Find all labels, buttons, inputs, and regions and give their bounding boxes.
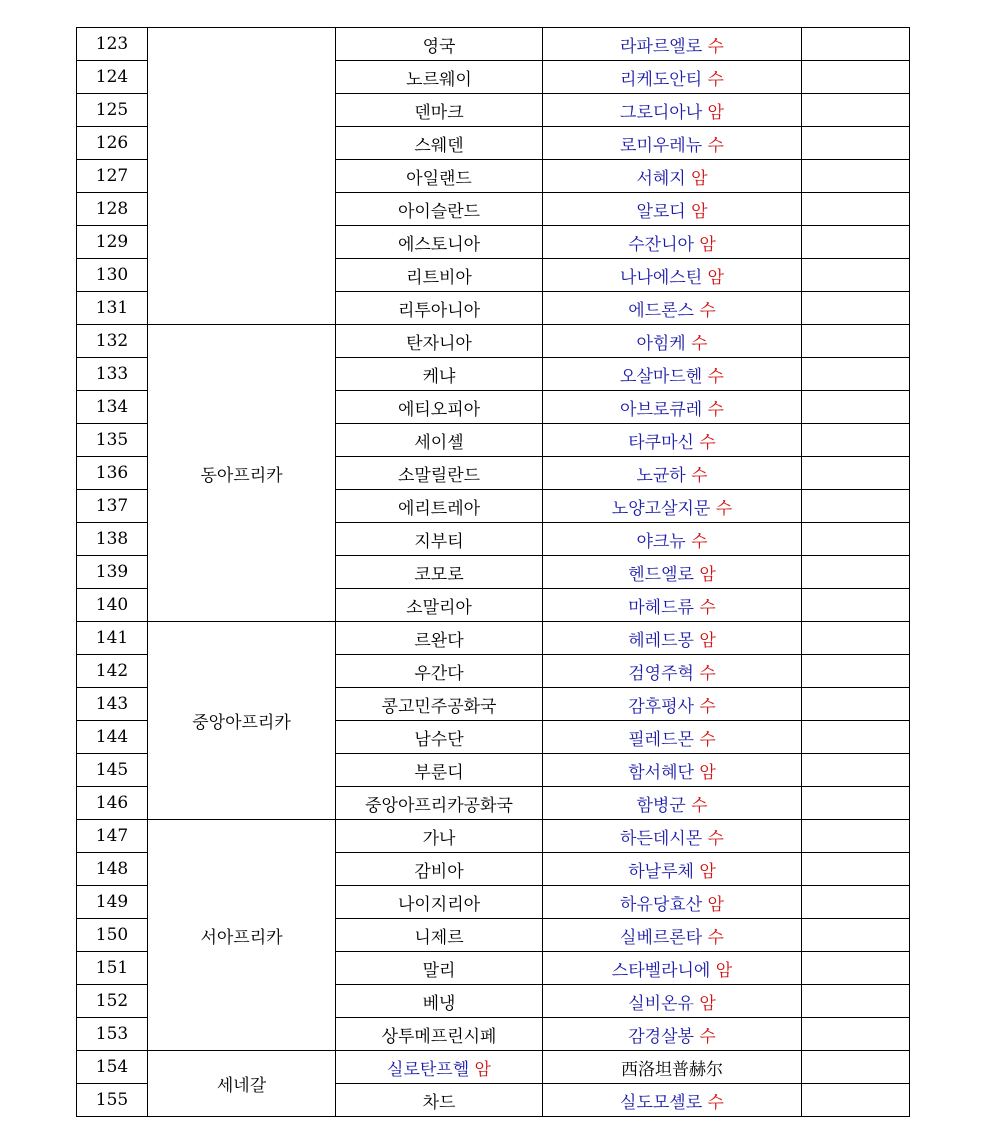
country-cell: 차드	[336, 1084, 543, 1117]
empty-cell	[802, 325, 910, 358]
empty-cell	[802, 160, 910, 193]
empty-cell	[802, 127, 910, 160]
empty-cell	[802, 94, 910, 127]
country-cell: 노르웨이	[336, 61, 543, 94]
country-cell: 케냐	[336, 358, 543, 391]
gender-marker: 수	[707, 135, 724, 156]
empty-cell	[802, 787, 910, 820]
table-row	[77, 622, 910, 655]
name-label: 함병군	[636, 795, 686, 816]
gender-marker: 암	[715, 960, 733, 981]
row-number-cell: 137	[77, 490, 148, 523]
empty-cell	[802, 721, 910, 754]
name-cell	[543, 853, 802, 886]
gender-marker: 수	[699, 300, 716, 321]
row-number-cell: 154	[77, 1051, 148, 1084]
empty-cell	[802, 622, 910, 655]
name-cell	[543, 886, 802, 919]
name-label: 에드론스	[628, 300, 694, 321]
country-cell: 아이슬란드	[336, 193, 543, 226]
country-cell: 스웨덴	[336, 127, 543, 160]
row-number-cell: 150	[77, 919, 148, 952]
name-cell	[543, 622, 802, 655]
gender-marker: 암	[699, 861, 716, 882]
name-label: 라파르엘로	[620, 36, 703, 57]
name-label: 알로디	[636, 201, 686, 222]
empty-cell	[802, 589, 910, 622]
region-cell: 동아프리카	[148, 325, 336, 622]
name-label: 하날루체	[628, 861, 694, 882]
table-row	[77, 28, 910, 61]
region-cell: 세네갈	[148, 1051, 336, 1117]
empty-cell	[802, 886, 910, 919]
row-number-cell: 155	[77, 1084, 148, 1117]
name-label: 마헤드류	[628, 597, 694, 618]
name-cell	[543, 556, 802, 589]
country-cell: 중앙아프리카공화국	[336, 787, 543, 820]
empty-cell	[802, 424, 910, 457]
name-cell	[543, 985, 802, 1018]
row-number-cell: 133	[77, 358, 148, 391]
country-name-table	[76, 27, 910, 1117]
country-cell: 덴마크	[336, 94, 543, 127]
row-number-cell: 123	[77, 28, 148, 61]
name-cell	[543, 655, 802, 688]
country-cell: 부룬디	[336, 754, 543, 787]
name-label: 헤레드몽	[628, 630, 694, 651]
row-number-cell: 130	[77, 259, 148, 292]
country-cell: 베냉	[336, 985, 543, 1018]
empty-cell	[802, 688, 910, 721]
gender-marker: 수	[707, 399, 724, 420]
gender-marker: 수	[707, 828, 724, 849]
country-name-label: 실로탄프헬	[387, 1059, 470, 1080]
name-cell	[543, 919, 802, 952]
region-cell: 중앙아프리카	[148, 622, 336, 820]
gender-marker: 수	[691, 465, 708, 486]
country-cell: 콩고민주공화국	[336, 688, 543, 721]
empty-cell	[802, 61, 910, 94]
name-label: 함서혜단	[628, 762, 694, 783]
gender-marker: 암	[699, 234, 716, 255]
name-cell	[543, 391, 802, 424]
empty-cell	[802, 292, 910, 325]
country-cell: 코모로	[336, 556, 543, 589]
name-label: 실베르론타	[620, 927, 703, 948]
row-number-cell: 153	[77, 1018, 148, 1051]
empty-cell	[802, 457, 910, 490]
empty-cell	[802, 754, 910, 787]
name-label: 타쿠마신	[628, 432, 694, 453]
row-number-cell: 135	[77, 424, 148, 457]
gender-marker: 수	[691, 531, 708, 552]
gender-marker: 수	[691, 795, 708, 816]
country-cell: 지부티	[336, 523, 543, 556]
table-row	[77, 820, 910, 853]
country-cell: 에티오피아	[336, 391, 543, 424]
gender-marker: 암	[691, 168, 708, 189]
row-number-cell: 128	[77, 193, 148, 226]
name-label: 수잔니아	[628, 234, 694, 255]
gender-marker: 암	[699, 564, 716, 585]
row-number-cell: 129	[77, 226, 148, 259]
country-cell: 영국	[336, 28, 543, 61]
region-cell: 서아프리카	[148, 820, 336, 1051]
name-label: 감후평사	[628, 696, 694, 717]
row-number-cell: 139	[77, 556, 148, 589]
name-cell	[543, 358, 802, 391]
name-label: 하든데시몬	[620, 828, 703, 849]
row-number-cell: 144	[77, 721, 148, 754]
name-cell	[543, 523, 802, 556]
row-number-cell: 143	[77, 688, 148, 721]
name-label: 나나에스틴	[620, 267, 703, 288]
gender-marker: 수	[699, 1026, 716, 1047]
name-label: 실도모셸로	[620, 1092, 703, 1113]
name-label: 스타벨라니에	[611, 960, 711, 981]
row-number-cell: 131	[77, 292, 148, 325]
gender-marker: 수	[699, 696, 716, 717]
row-number-cell: 148	[77, 853, 148, 886]
name-cell	[543, 259, 802, 292]
empty-cell	[802, 523, 910, 556]
name-label: 헨드엘로	[628, 564, 694, 585]
empty-cell	[802, 985, 910, 1018]
gender-marker: 수	[699, 432, 716, 453]
gender-marker: 암	[699, 993, 716, 1014]
row-number-cell: 145	[77, 754, 148, 787]
empty-cell	[802, 193, 910, 226]
empty-cell	[802, 820, 910, 853]
country-cell: 에리트레아	[336, 490, 543, 523]
country-cell: 말리	[336, 952, 543, 985]
name-label: 아브로큐레	[620, 399, 703, 420]
name-label: 로미우레뉴	[620, 135, 703, 156]
gender-marker: 암	[707, 102, 724, 123]
country-cell: 가나	[336, 820, 543, 853]
country-cell: 우간다	[336, 655, 543, 688]
empty-cell	[802, 1018, 910, 1051]
gender-marker: 수	[707, 36, 724, 57]
gender-marker: 암	[707, 267, 724, 288]
name-cell	[543, 820, 802, 853]
gender-marker: 수	[715, 498, 733, 519]
country-cell: 리트비아	[336, 259, 543, 292]
name-cell	[543, 688, 802, 721]
empty-cell	[802, 1051, 910, 1084]
name-cell	[543, 292, 802, 325]
empty-cell	[802, 28, 910, 61]
name-cell	[543, 1018, 802, 1051]
gender-marker: 수	[707, 927, 724, 948]
gender-marker: 수	[699, 663, 716, 684]
chinese-name-label: 西洛坦普赫尔	[621, 1059, 723, 1080]
gender-marker: 암	[707, 894, 724, 915]
country-cell	[336, 1051, 543, 1084]
empty-cell	[802, 1084, 910, 1117]
name-cell	[543, 94, 802, 127]
empty-cell	[802, 358, 910, 391]
name-label: 야크뉴	[636, 531, 686, 552]
country-cell: 세이셸	[336, 424, 543, 457]
country-cell: 니제르	[336, 919, 543, 952]
row-number-cell: 132	[77, 325, 148, 358]
gender-marker: 암	[699, 630, 716, 651]
name-cell	[543, 193, 802, 226]
name-cell	[543, 457, 802, 490]
empty-cell	[802, 853, 910, 886]
gender-marker: 수	[699, 597, 716, 618]
empty-cell	[802, 919, 910, 952]
table-row	[77, 325, 910, 358]
name-label: 감경살봉	[628, 1026, 694, 1047]
name-label: 그로디아나	[620, 102, 703, 123]
row-number-cell: 142	[77, 655, 148, 688]
name-cell	[543, 1084, 802, 1117]
row-number-cell: 127	[77, 160, 148, 193]
name-cell	[543, 127, 802, 160]
empty-cell	[802, 556, 910, 589]
country-cell: 아일랜드	[336, 160, 543, 193]
table-body	[77, 28, 910, 1117]
name-cell	[543, 589, 802, 622]
name-label: 노균하	[636, 465, 686, 486]
row-number-cell: 147	[77, 820, 148, 853]
country-cell: 르완다	[336, 622, 543, 655]
name-label: 리케도안티	[620, 69, 703, 90]
empty-cell	[802, 226, 910, 259]
name-cell	[543, 490, 802, 523]
country-cell: 남수단	[336, 721, 543, 754]
name-label: 검영주혁	[628, 663, 694, 684]
empty-cell	[802, 490, 910, 523]
row-number-cell: 149	[77, 886, 148, 919]
gender-marker: 암	[691, 201, 708, 222]
gender-marker: 수	[699, 729, 716, 750]
row-number-cell: 134	[77, 391, 148, 424]
name-cell	[543, 325, 802, 358]
name-cell	[543, 160, 802, 193]
name-label: 노양고살지문	[611, 498, 711, 519]
name-label: 아힘케	[636, 333, 686, 354]
row-number-cell: 124	[77, 61, 148, 94]
name-cell	[543, 721, 802, 754]
name-cell	[543, 1051, 802, 1084]
country-cell: 탄자니아	[336, 325, 543, 358]
name-cell	[543, 787, 802, 820]
empty-cell	[802, 655, 910, 688]
table-row	[77, 1051, 910, 1084]
name-cell	[543, 754, 802, 787]
gender-marker: 수	[691, 333, 708, 354]
country-cell: 소말릴란드	[336, 457, 543, 490]
empty-cell	[802, 952, 910, 985]
row-number-cell: 125	[77, 94, 148, 127]
gender-marker: 수	[707, 69, 724, 90]
name-label: 서혜지	[636, 168, 686, 189]
country-cell: 에스토니아	[336, 226, 543, 259]
region-cell	[148, 28, 336, 325]
row-number-cell: 126	[77, 127, 148, 160]
gender-marker: 암	[699, 762, 716, 783]
row-number-cell: 151	[77, 952, 148, 985]
name-cell	[543, 28, 802, 61]
name-cell	[543, 952, 802, 985]
country-cell: 리투아니아	[336, 292, 543, 325]
country-cell: 감비아	[336, 853, 543, 886]
country-cell: 소말리아	[336, 589, 543, 622]
row-number-cell: 152	[77, 985, 148, 1018]
empty-cell	[802, 259, 910, 292]
name-cell	[543, 424, 802, 457]
gender-marker: 수	[707, 1092, 724, 1113]
row-number-cell: 138	[77, 523, 148, 556]
name-label: 하유당효산	[620, 894, 703, 915]
country-cell: 나이지리아	[336, 886, 543, 919]
name-label: 필레드몬	[628, 729, 694, 750]
gender-marker: 수	[707, 366, 724, 387]
name-cell	[543, 61, 802, 94]
row-number-cell: 141	[77, 622, 148, 655]
country-cell: 상투메프린시페	[336, 1018, 543, 1051]
name-label: 오살마드헨	[620, 366, 703, 387]
empty-cell	[802, 391, 910, 424]
name-label: 실비온유	[628, 993, 694, 1014]
row-number-cell: 140	[77, 589, 148, 622]
row-number-cell: 136	[77, 457, 148, 490]
gender-marker: 암	[474, 1059, 491, 1080]
name-cell	[543, 226, 802, 259]
row-number-cell: 146	[77, 787, 148, 820]
